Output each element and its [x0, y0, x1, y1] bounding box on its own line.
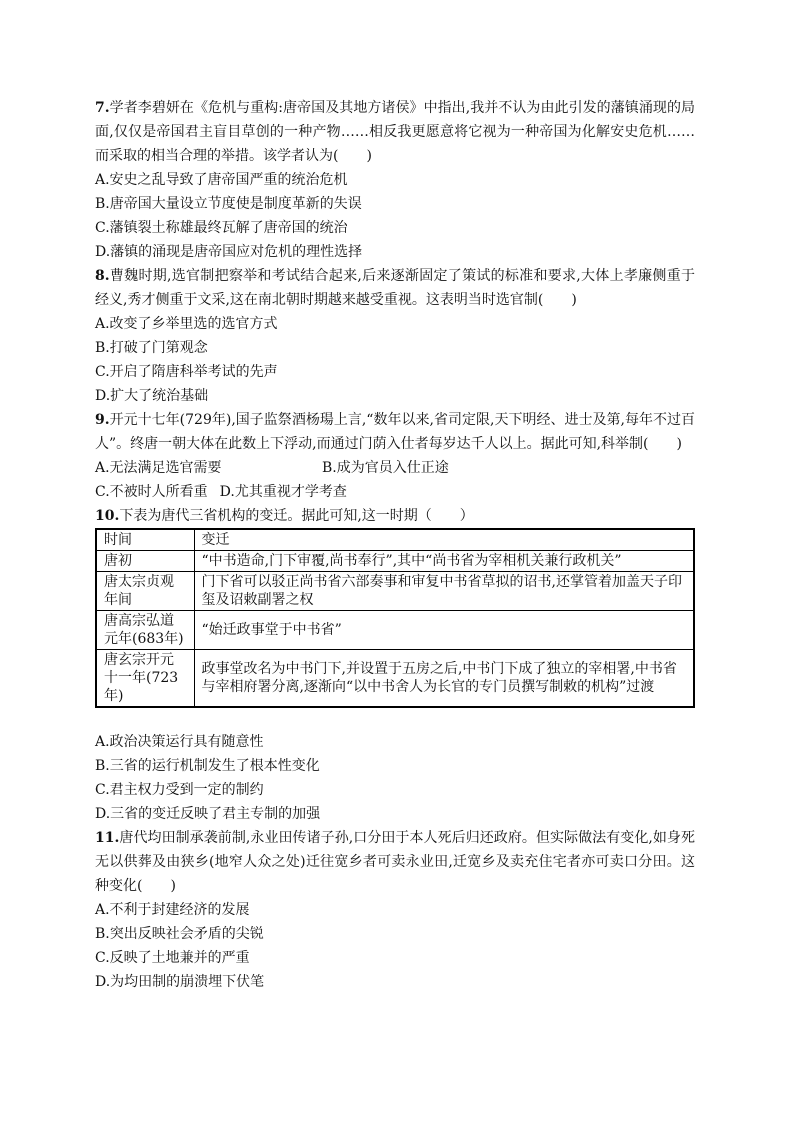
question-7-number: 7.	[95, 100, 110, 116]
question-7-stem	[95, 96, 695, 168]
question-8-option-b: B.打破了门第观念	[95, 340, 208, 356]
question-10	[95, 504, 695, 826]
table-header-time: 时间	[96, 529, 194, 551]
table-cell-change: 门下省可以驳正尚书省六部奏事和审复中书省草拟的诏书,还掌管着加盖天子印玺及诏敕副署之权	[194, 572, 694, 611]
question-9-number: 9.	[95, 412, 110, 428]
question-11	[95, 826, 695, 994]
question-10-option-d: D.三省的变迁反映了君主专制的加强	[95, 806, 321, 822]
question-9-option-d: D.尤其重视才学考查	[219, 484, 347, 500]
table-cell-change: “中书造命,门下审覆,尚书奉行”,其中“尚书省为宰相机关兼行政机关”	[194, 551, 694, 572]
question-8-number: 8.	[95, 268, 110, 284]
table-cell-time: 唐高宗弘道元年(683年)	[96, 611, 194, 650]
table-row	[96, 551, 694, 572]
table-row	[96, 572, 694, 611]
question-10-option-a: A.政治决策运行具有随意性	[95, 734, 264, 750]
question-8-option-c: C.开启了隋唐科举考试的先声	[95, 364, 278, 380]
question-7	[95, 96, 695, 264]
question-7-text: 学者李碧妍在《危机与重构:唐帝国及其地方诸侯》中指出,我并不认为由此引发的藩镇涌现的局面,仅仅是帝国君主盲目草创的一种产物……相反我更愿意将它视为一种帝国为化解安史危机……而采取的相当合理的举措。该学者认为( )	[95, 100, 695, 164]
table-header-row	[96, 529, 694, 551]
table-cell-time: 唐初	[96, 551, 194, 572]
question-7-option-d: D.藩镇的涌现是唐帝国应对危机的理性选择	[95, 244, 363, 260]
question-11-number: 11.	[95, 830, 120, 846]
question-9-option-b: B.成为官员入仕正途	[322, 460, 449, 476]
question-11-option-b: B.突出反映社会矛盾的尖锐	[95, 926, 264, 942]
question-8-option-a: A.改变了乡举里选的选官方式	[95, 316, 278, 332]
question-11-option-d: D.为均田制的崩溃埋下伏笔	[95, 974, 265, 990]
question-7-option-a: A.安史之乱导致了唐帝国严重的统治危机	[95, 172, 348, 188]
question-8-stem	[95, 264, 695, 312]
question-10-option-c: C.君主权力受到一定的制约	[95, 782, 264, 798]
question-8-option-d: D.扩大了统治基础	[95, 388, 209, 404]
question-11-text: 唐代均田制承袭前制,永业田传诸子孙,口分田于本人死后归还政府。但实际做法有变化,如身死无以供葬及由狭乡(地窄人众之处)迁往宽乡者可卖永业田,迁宽乡及卖充住宅者亦可卖口分田。这种变化( )	[95, 830, 695, 894]
question-9	[95, 408, 695, 504]
question-11-stem	[95, 826, 695, 898]
question-9-option-a: A.无法满足选官需要	[95, 460, 222, 476]
table-header-change: 变迁	[194, 529, 694, 551]
question-10-number: 10.	[95, 508, 120, 524]
question-11-option-a: A.不利于封建经济的发展	[95, 902, 250, 918]
question-8-text: 曹魏时期,选官制把察举和考试结合起来,后来逐渐固定了策试的标准和要求,大体上孝廉侧重于经义,秀才侧重于文采,这在南北朝时期越来越受重视。这表明当时选官制( )	[95, 268, 695, 308]
question-9-stem	[95, 408, 695, 456]
question-11-option-c: C.反映了土地兼并的严重	[95, 950, 250, 966]
table-row	[96, 650, 694, 708]
question-10-stem	[95, 504, 695, 528]
table-row	[96, 611, 694, 650]
question-9-option-c: C.不被时人所看重	[95, 484, 208, 500]
question-10-option-b: B.三省的运行机制发生了根本性变化	[95, 758, 320, 774]
question-7-option-b: B.唐帝国大量设立节度使是制度革新的失误	[95, 196, 362, 212]
table-cell-change: “始迁政事堂于中书省”	[194, 611, 694, 650]
question-9-text: 开元十七年(729年),国子监祭酒杨瑒上言,“数年以来,省司定限,天下明经、进士及第,每年不过百人”。终唐一朝大体在此数上下浮动,而通过门荫入仕者每岁达千人以上。据此可知,科举制( )	[95, 412, 695, 452]
page-content	[95, 96, 695, 994]
table-cell-time: 唐玄宗开元十一年(723年)	[96, 650, 194, 708]
question-7-option-c: C.藩镇裂土称雄最终瓦解了唐帝国的统治	[95, 220, 348, 236]
table-cell-change: 政事堂改名为中书门下,并设置于五房之后,中书门下成了独立的宰相署,中书省与宰相府署分离,逐渐向“以中书舍人为长官的专门员撰写制敕的机构”过渡	[194, 650, 694, 708]
question-10-text: 下表为唐代三省机构的变迁。据此可知,这一时期（ ）	[119, 508, 474, 524]
three-departments-table	[95, 528, 695, 708]
table-cell-time: 唐太宗贞观年间	[96, 572, 194, 611]
question-9-options-row-1	[95, 456, 695, 480]
question-9-options-row-2	[95, 480, 695, 504]
question-8	[95, 264, 695, 408]
